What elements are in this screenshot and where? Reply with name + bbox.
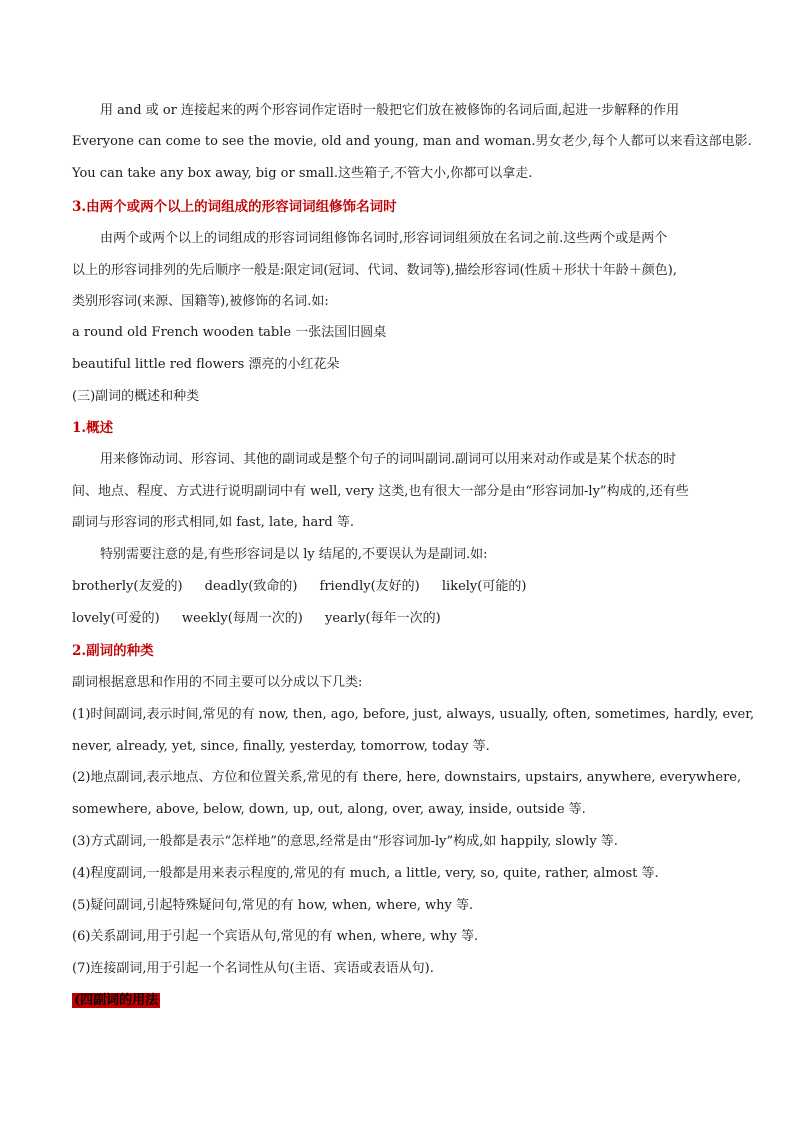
- subsection-heading: 2.副词的种类: [72, 643, 154, 659]
- ly-adjective: weekly(每周一次的): [181, 611, 303, 626]
- list-item: (5)疑问副词,引起特殊疑问句,常见的有 how, when, where, why 等.: [72, 898, 474, 913]
- ly-adjective: deadly(致命的): [204, 579, 298, 594]
- paragraph-line: 副词与形容词的形式相同,如 fast, late, hard 等.: [72, 515, 355, 530]
- list-item-continued: somewhere, above, below, down, up, out, along, over, away, inside, outside 等.: [72, 802, 586, 817]
- ly-adjective: brotherly(友爱的): [72, 579, 183, 594]
- list-item: (3)方式副词,一般都是表示“怎样地”的意思,经常是由“形容词加-ly”构成,如 happily, slowly 等.: [72, 834, 618, 849]
- ly-adjective-row: [72, 609, 459, 629]
- paragraph-line: 用 and 或 or 连接起来的两个形容词作定语时一般把它们放在被修饰的名词后面,起进一步解释的作用: [100, 103, 680, 118]
- example-sentence: Everyone can come to see the movie, old and young, man and woman.男女老少,每个人都可以来看这部电影.: [72, 134, 752, 149]
- paragraph-line: 由两个或两个以上的词组成的形容词词组修饰名词时,形容词词组须放在名词之前.这些两个或是两个: [100, 231, 668, 246]
- highlighted-heading: (四副词的用法: [74, 993, 159, 1008]
- ly-adjective-row: [72, 577, 544, 597]
- section-title: (三)副词的概述和种类: [72, 389, 200, 404]
- example-sentence: You can take any box away, big or small.这些箱子,不管大小,你都可以拿走.: [72, 166, 533, 181]
- section-title-highlighted: [72, 991, 160, 1011]
- paragraph-line: 副词根据意思和作用的不同主要可以分成以下几类:: [72, 675, 363, 690]
- example-phrase: beautiful little red flowers 漂亮的小红花朵: [72, 357, 340, 372]
- example-phrase: a round old French wooden table 一张法国旧圆桌: [72, 325, 387, 340]
- list-item: (6)关系副词,用于引起一个宾语从句,常见的有 when, where, why 等.: [72, 929, 479, 944]
- paragraph-line: 间、地点、程度、方式进行说明副词中有 well, very 这类,也有很大一部分是由“形容词加-ly”构成的,还有些: [72, 484, 689, 499]
- paragraph-line: 用来修饰动词、形容词、其他的副词或是整个句子的词叫副词.副词可以用来对动作或是某个状态的时: [100, 452, 677, 467]
- list-item: (4)程度副词,一般都是用来表示程度的,常见的有 much, a little, very, so, quite, rather, almost 等.: [72, 866, 659, 881]
- ly-adjective: likely(可能的): [441, 579, 527, 594]
- subsection-heading: 1.概述: [72, 420, 114, 436]
- ly-adjective: yearly(每年一次的): [325, 611, 441, 626]
- paragraph-line: 以上的形容词排列的先后顺序一般是:限定词(冠词、代词、数词等),描绘形容词(性质＋形状十年龄＋颜色),: [72, 263, 677, 278]
- ly-adjective: friendly(友好的): [319, 579, 420, 594]
- list-item: (2)地点副词,表示地点、方位和位置关系,常见的有 there, here, downstairs, upstairs, anywhere, everywhere,: [72, 770, 742, 785]
- section-heading: 3.由两个或两个以上的词组成的形容词词组修饰名词时: [72, 199, 397, 215]
- paragraph-line: 特别需要注意的是,有些形容词是以 ly 结尾的,不要误认为是副词.如:: [100, 547, 488, 562]
- list-item-continued: never, already, yet, since, finally, yesterday, tomorrow, today 等.: [72, 739, 490, 754]
- list-item: (7)连接副词,用于引起一个名词性从句(主语、宾语或表语从句).: [72, 961, 434, 976]
- list-item: (1)时间副词,表示时间,常见的有 now, then, ago, before, just, always, usually, often, sometimes, hardly, ever,: [72, 707, 755, 722]
- paragraph-line: 类别形容词(来源、国籍等),被修饰的名词.如:: [72, 294, 329, 309]
- ly-adjective: lovely(可爱的): [72, 611, 160, 626]
